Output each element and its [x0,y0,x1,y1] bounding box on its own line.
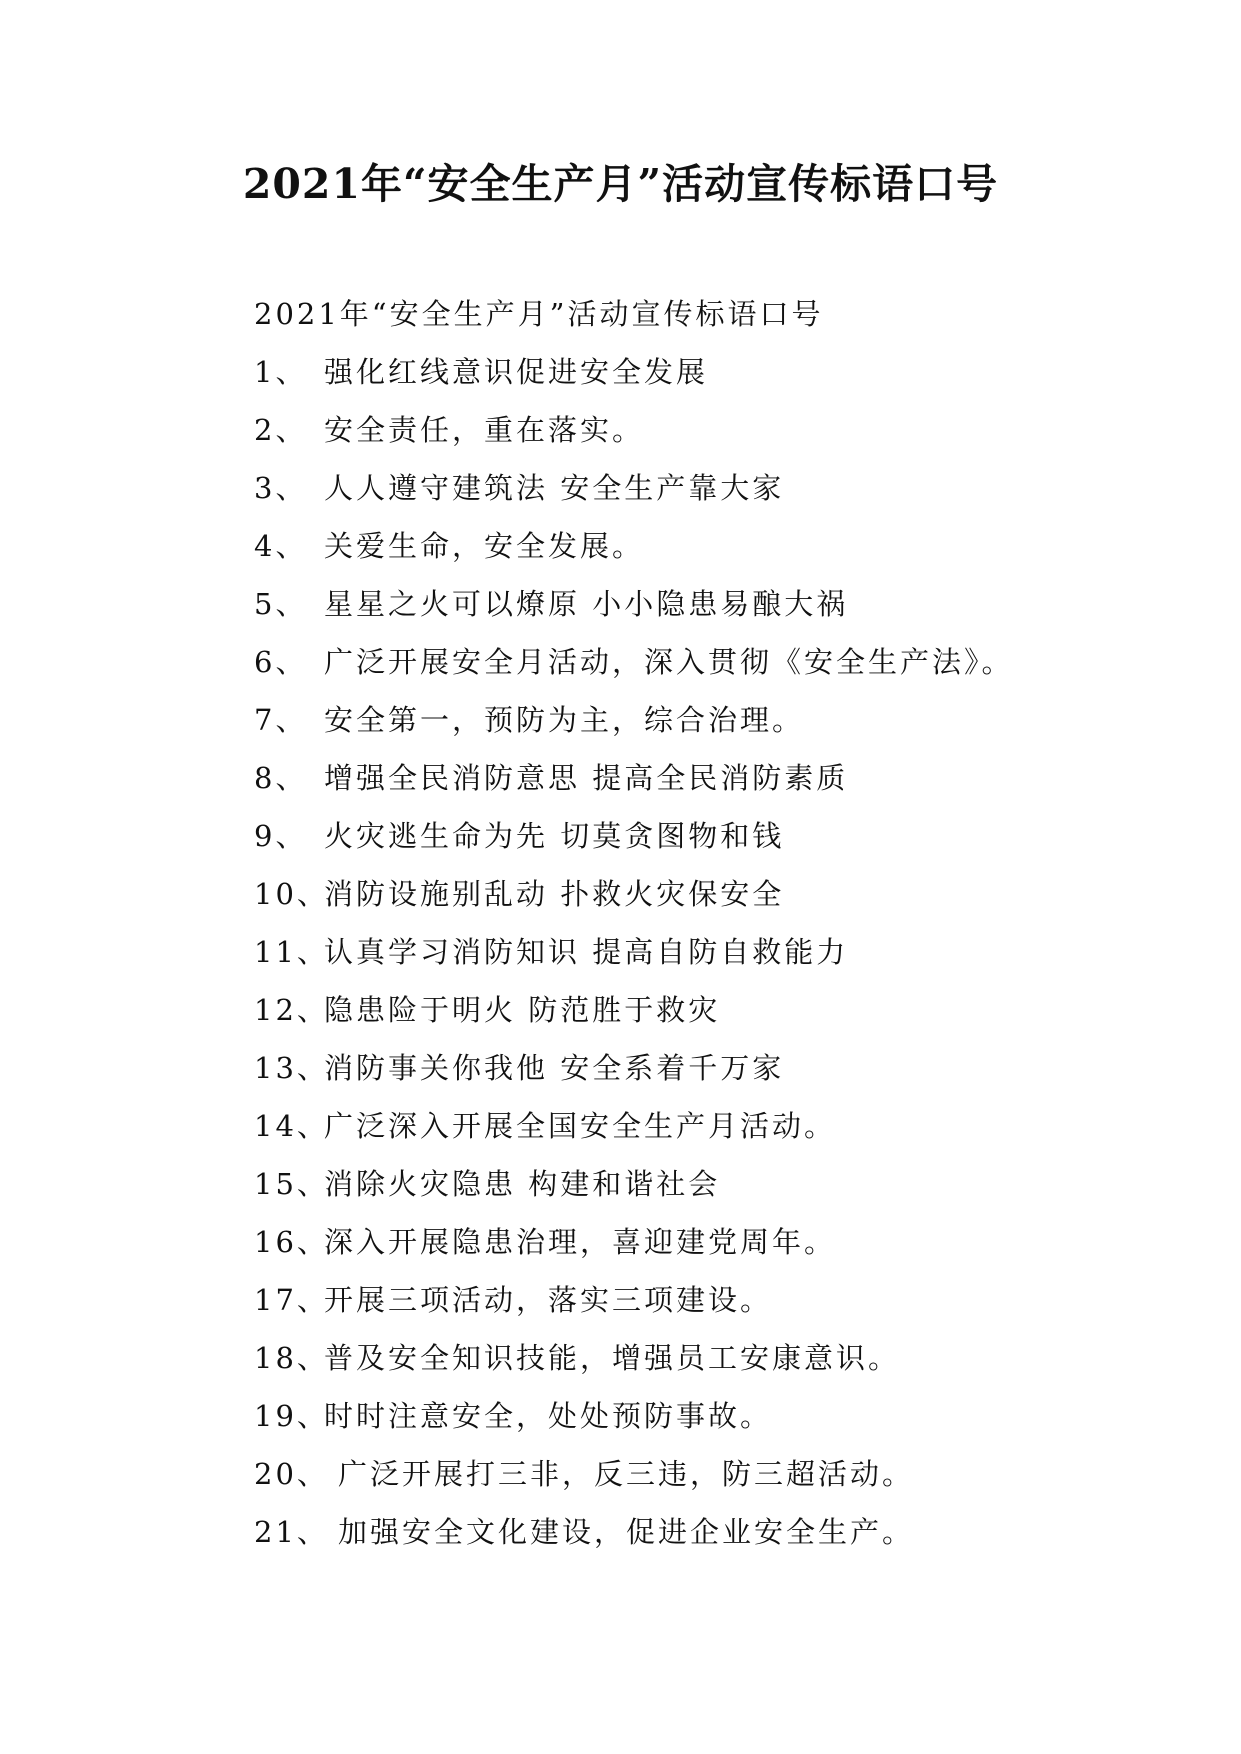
slogan-text: 消防设施别乱动 扑救火灾保安全 [324,877,785,911]
list-item [254,923,1154,981]
document-subtitle: 2021年“安全生产月”活动宣传标语口号 [254,297,824,331]
list-item [254,1155,1154,1213]
document-body [254,285,1154,1561]
list-item [254,691,1154,749]
slogan-number: 16、 [254,1225,329,1259]
slogan-number: 11、 [254,935,329,969]
slogan-text: 认真学习消防知识 提高自防自救能力 [324,935,849,969]
slogan-text: 安全第一，预防为主，综合治理。 [324,703,805,737]
list-item [254,1097,1154,1155]
list-item [254,1039,1154,1097]
slogan-number: 7、 [254,703,308,737]
slogan-text: 消除火灾隐患 构建和谐社会 [324,1167,721,1201]
slogan-number: 19、 [254,1399,329,1433]
list-item [254,1213,1154,1271]
slogan-text: 消防事关你我他 安全系着千万家 [324,1051,785,1085]
slogan-number: 20、 [254,1457,329,1491]
slogan-text: 关爱生命，安全发展。 [324,529,645,563]
slogan-number: 13、 [254,1051,329,1085]
slogan-list [254,343,1154,1561]
slogan-number: 3、 [254,471,308,505]
slogan-number: 21、 [254,1515,329,1549]
slogan-number: 9、 [254,819,308,853]
slogan-number: 8、 [254,761,308,795]
list-item [254,865,1154,923]
list-item [254,401,1154,459]
slogan-text: 开展三项活动，落实三项建设。 [324,1283,773,1317]
slogan-text: 增强全民消防意思 提高全民消防素质 [324,761,849,795]
list-item [254,575,1154,633]
slogan-text: 隐患险于明火 防范胜于救灾 [324,993,721,1027]
list-item [254,807,1154,865]
list-item [254,343,1154,401]
slogan-number: 14、 [254,1109,329,1143]
list-item [254,981,1154,1039]
slogan-text: 广泛开展打三非，反三违，防三超活动。 [338,1457,915,1491]
slogan-number: 12、 [254,993,329,1027]
slogan-number: 10、 [254,877,329,911]
slogan-number: 15、 [254,1167,329,1201]
slogan-number: 2、 [254,413,308,447]
list-item [254,1329,1154,1387]
slogan-text: 火灾逃生命为先 切莫贪图物和钱 [324,819,785,853]
slogan-number: 17、 [254,1283,329,1317]
list-item [254,749,1154,807]
list-item [254,1387,1154,1445]
slogan-text: 强化红线意识促进安全发展 [324,355,709,389]
slogan-text: 加强安全文化建设，促进企业安全生产。 [338,1515,915,1549]
list-item [254,459,1154,517]
document-title: 2021年“安全生产月”活动宣传标语口号 [242,160,999,208]
slogan-text: 时时注意安全，处处预防事故。 [324,1399,773,1433]
list-item [254,1503,1154,1561]
list-item [254,517,1154,575]
slogan-text: 深入开展隐患治理，喜迎建党周年。 [324,1225,837,1259]
slogan-text: 人人遵守建筑法 安全生产靠大家 [324,471,785,505]
list-item [254,633,1154,691]
slogan-text: 普及安全知识技能，增强员工安康意识。 [324,1341,901,1375]
list-item [254,1271,1154,1329]
slogan-text: 安全责任，重在落实。 [324,413,645,447]
slogan-number: 18、 [254,1341,329,1375]
slogan-text: 星星之火可以燎原 小小隐患易酿大祸 [324,587,849,621]
list-item [254,1445,1154,1503]
slogan-number: 1、 [254,355,308,389]
slogan-number: 4、 [254,529,308,563]
slogan-number: 6、 [254,645,308,679]
slogan-number: 5、 [254,587,308,621]
slogan-text: 广泛开展安全月活动，深入贯彻《安全生产法》。 [324,645,1014,679]
slogan-text: 广泛深入开展全国安全生产月活动。 [324,1109,837,1143]
